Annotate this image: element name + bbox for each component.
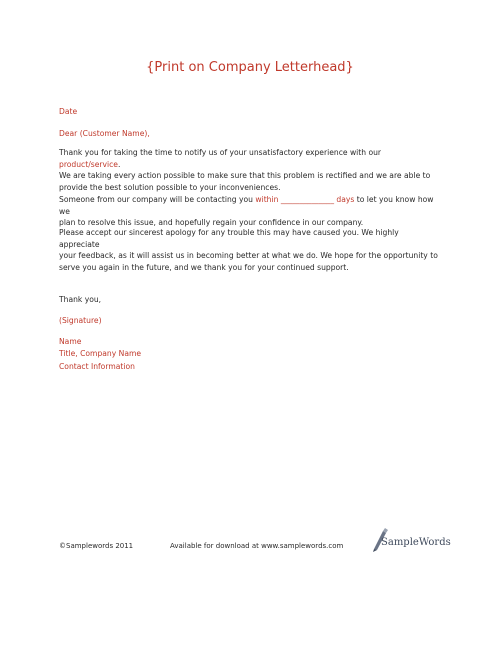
days-blank: ______________: [280, 195, 334, 204]
paragraph-3: [59, 227, 439, 274]
signature-field: (Signature): [59, 316, 102, 325]
samplewords-logo: [371, 528, 451, 554]
date-field: Date: [59, 107, 78, 116]
paragraph-1: [59, 147, 439, 194]
logo-wordmark: SampleWords: [381, 537, 451, 548]
closing: Thank you,: [59, 295, 102, 304]
days-field: days: [336, 195, 355, 204]
paragraph-1-line-1: [59, 147, 439, 170]
paragraph-3-line-3: serve you again in the future, and we thank you for your continued support.: [59, 263, 349, 273]
contact-information-field: Contact Information: [59, 362, 135, 371]
paragraph-2: [59, 194, 439, 229]
paragraph-2-line-2: plan to resolve this issue, and hopefully regain your confidence in our company.: [59, 218, 364, 228]
title-company-field: Title, Company Name: [59, 349, 142, 358]
within-field: within: [255, 195, 279, 204]
download-text: Available for download at www.samplewords.com: [170, 542, 344, 550]
paragraph-1-line-2: We are taking every action possible to make sure that this problem is rectified and we are able to: [59, 171, 431, 181]
name-field: Name: [59, 337, 82, 346]
product-service-field: product/service: [59, 159, 118, 169]
paragraph-1-period: .: [117, 159, 121, 169]
paragraph-3-line-1: Please accept our sincerest apology for any trouble this may have caused you. We highly appreciate: [59, 228, 399, 249]
paragraph-2-line-1-text: Someone from our company will be contacting you: [59, 195, 256, 204]
copyright-text: ©Samplewords 2011: [59, 542, 134, 550]
paragraph-3-line-2: your feedback, as it will assist us in becoming better at what we do. We hope for the opportunity to: [59, 251, 438, 261]
paragraph-2-line-1-end: to let you know how we: [59, 195, 434, 216]
paragraph-2-line-1: [59, 194, 439, 217]
letterhead-placeholder: {Print on Company Letterhead}: [146, 60, 354, 75]
salutation: Dear (Customer Name),: [59, 129, 150, 138]
paragraph-1-line-1-text: Thank you for taking the time to notify us of your unsatisfactory experience with our: [59, 148, 382, 157]
paragraph-1-line-3: provide the best solution possible to your inconveniences.: [59, 183, 281, 193]
